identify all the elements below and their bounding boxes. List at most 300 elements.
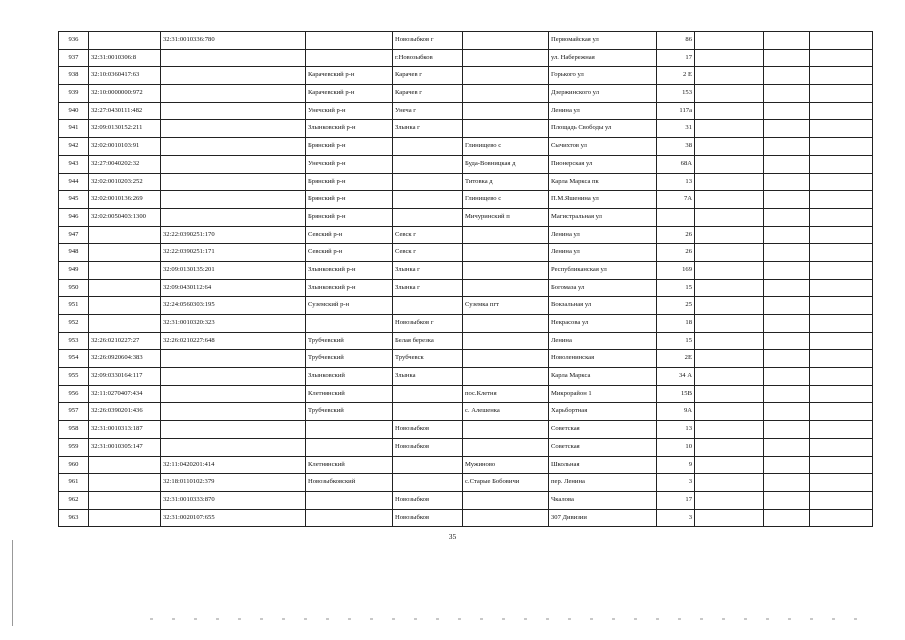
cell-cadastral-number-2 <box>161 403 306 421</box>
cell-cadastral-number-2 <box>161 155 306 173</box>
cell-extra-3 <box>810 261 873 279</box>
cell-district <box>306 438 393 456</box>
cell-extra-2 <box>764 350 810 368</box>
cell-cadastral-number-2: 32:24:0560303:195 <box>161 297 306 315</box>
cell-extra-2 <box>764 173 810 191</box>
cell-house-number: 2 Е <box>657 67 695 85</box>
cell-house-number: 117а <box>657 102 695 120</box>
cell-city <box>393 385 463 403</box>
cell-district: Севский р-н <box>306 226 393 244</box>
table-row <box>59 226 873 244</box>
cell-extra-3 <box>810 332 873 350</box>
cell-extra-2 <box>764 155 810 173</box>
cell-row-number: 949 <box>59 261 89 279</box>
cell-street: Ленина <box>549 332 657 350</box>
cell-extra-1 <box>695 474 764 492</box>
cell-extra-3 <box>810 421 873 439</box>
cell-extra-3 <box>810 102 873 120</box>
cell-city: Злынка г <box>393 120 463 138</box>
cell-settlement <box>463 350 549 368</box>
cell-district: Суземский р-н <box>306 297 393 315</box>
cell-cadastral-number: 32:27:0040202:32 <box>89 155 161 173</box>
cell-row-number: 936 <box>59 32 89 50</box>
table-row <box>59 244 873 262</box>
cell-street: Новоленинская <box>549 350 657 368</box>
cell-city: Карачев г <box>393 67 463 85</box>
table-row <box>59 279 873 297</box>
cell-extra-3 <box>810 67 873 85</box>
cell-city: Севск г <box>393 226 463 244</box>
cell-extra-2 <box>764 491 810 509</box>
cell-cadastral-number-2 <box>161 368 306 386</box>
cell-settlement <box>463 120 549 138</box>
cell-house-number: 15В <box>657 385 695 403</box>
table-row <box>59 474 873 492</box>
cell-cadastral-number <box>89 279 161 297</box>
cell-house-number: 17 <box>657 49 695 67</box>
cell-extra-2 <box>764 120 810 138</box>
cell-house-number: 38 <box>657 138 695 156</box>
property-register-table <box>58 31 873 527</box>
table-row <box>59 208 873 226</box>
cell-extra-1 <box>695 368 764 386</box>
cell-extra-1 <box>695 49 764 67</box>
cell-settlement: с.Старые Бобовичи <box>463 474 549 492</box>
cell-district: Брянский р-н <box>306 208 393 226</box>
cell-district <box>306 491 393 509</box>
table-row <box>59 173 873 191</box>
cell-cadastral-number-2: 32:09:0130135:201 <box>161 261 306 279</box>
cell-extra-1 <box>695 155 764 173</box>
cell-street: Пионерская ул <box>549 155 657 173</box>
cell-cadastral-number-2 <box>161 85 306 103</box>
cell-extra-3 <box>810 244 873 262</box>
cell-extra-3 <box>810 155 873 173</box>
cell-house-number <box>657 208 695 226</box>
cell-street: Советская <box>549 438 657 456</box>
cell-street: Магистральная ул <box>549 208 657 226</box>
cell-cadastral-number-2: 32:18:0110102:379 <box>161 474 306 492</box>
cell-extra-3 <box>810 509 873 527</box>
cell-cadastral-number-2 <box>161 120 306 138</box>
cell-row-number: 942 <box>59 138 89 156</box>
table-row <box>59 32 873 50</box>
cell-extra-3 <box>810 191 873 209</box>
table-row <box>59 509 873 527</box>
cell-cadastral-number: 32:31:0010305:147 <box>89 438 161 456</box>
cell-house-number: 26 <box>657 244 695 262</box>
cell-house-number: 31 <box>657 120 695 138</box>
cell-city <box>393 138 463 156</box>
cell-cadastral-number: 32:27:0430111:482 <box>89 102 161 120</box>
cell-extra-1 <box>695 279 764 297</box>
table-row <box>59 385 873 403</box>
cell-district: Трубчевский <box>306 403 393 421</box>
cell-street: пер. Ленина <box>549 474 657 492</box>
cell-settlement: Глинищево с <box>463 191 549 209</box>
cell-street: Первомайская ул <box>549 32 657 50</box>
cell-extra-2 <box>764 261 810 279</box>
cell-extra-3 <box>810 208 873 226</box>
cell-row-number: 959 <box>59 438 89 456</box>
cell-city: Белая березка <box>393 332 463 350</box>
cell-extra-1 <box>695 350 764 368</box>
cell-cadastral-number: 32:02:0010136:269 <box>89 191 161 209</box>
cell-house-number: 169 <box>657 261 695 279</box>
cell-row-number: 945 <box>59 191 89 209</box>
cell-extra-2 <box>764 438 810 456</box>
cell-house-number: 13 <box>657 173 695 191</box>
table-row <box>59 491 873 509</box>
cell-district: Севский р-н <box>306 244 393 262</box>
cell-row-number: 941 <box>59 120 89 138</box>
cell-cadastral-number-2: 32:31:0010320:323 <box>161 315 306 333</box>
cell-city: Карачев г <box>393 85 463 103</box>
cell-house-number: 9 <box>657 456 695 474</box>
cell-cadastral-number: 32:26:0390201:436 <box>89 403 161 421</box>
cell-city: Новозыбков <box>393 438 463 456</box>
table-row <box>59 49 873 67</box>
cell-extra-1 <box>695 385 764 403</box>
cell-row-number: 948 <box>59 244 89 262</box>
cell-settlement <box>463 67 549 85</box>
cell-district: Злынковский <box>306 368 393 386</box>
cell-extra-2 <box>764 85 810 103</box>
table-row <box>59 155 873 173</box>
cell-cadastral-number: 32:09:0130152:211 <box>89 120 161 138</box>
cell-row-number: 955 <box>59 368 89 386</box>
cell-house-number: 153 <box>657 85 695 103</box>
cell-city <box>393 208 463 226</box>
cell-row-number: 944 <box>59 173 89 191</box>
table-row <box>59 350 873 368</box>
cell-cadastral-number-2 <box>161 138 306 156</box>
cell-street: Карла Маркса <box>549 368 657 386</box>
cell-extra-2 <box>764 208 810 226</box>
cell-extra-3 <box>810 297 873 315</box>
cell-cadastral-number-2: 32:31:0010333:870 <box>161 491 306 509</box>
cell-row-number: 956 <box>59 385 89 403</box>
table-row <box>59 438 873 456</box>
cell-settlement <box>463 85 549 103</box>
scan-noise <box>150 618 870 620</box>
cell-street: Площадь Свободы ул <box>549 120 657 138</box>
cell-street: Горького ул <box>549 67 657 85</box>
cell-cadastral-number: 32:10:0000000:972 <box>89 85 161 103</box>
table-row <box>59 297 873 315</box>
cell-extra-1 <box>695 261 764 279</box>
cell-cadastral-number: 32:02:0010203:252 <box>89 173 161 191</box>
cell-city: Злынка г <box>393 279 463 297</box>
cell-house-number: 26 <box>657 226 695 244</box>
cell-extra-1 <box>695 173 764 191</box>
cell-cadastral-number: 32:26:0210227:27 <box>89 332 161 350</box>
cell-extra-2 <box>764 49 810 67</box>
cell-district: Злынковский р-н <box>306 279 393 297</box>
cell-district: Брянский р-н <box>306 191 393 209</box>
cell-street: Республиканская ул <box>549 261 657 279</box>
cell-extra-1 <box>695 226 764 244</box>
cell-settlement: Титовка д <box>463 173 549 191</box>
cell-district: Клетнянский <box>306 385 393 403</box>
table-row <box>59 332 873 350</box>
cell-extra-3 <box>810 368 873 386</box>
cell-house-number: 3 <box>657 474 695 492</box>
cell-row-number: 937 <box>59 49 89 67</box>
cell-row-number: 954 <box>59 350 89 368</box>
cell-street: Школьная <box>549 456 657 474</box>
cell-extra-2 <box>764 102 810 120</box>
cell-house-number: 2Е <box>657 350 695 368</box>
cell-cadastral-number-2 <box>161 438 306 456</box>
cell-settlement <box>463 421 549 439</box>
cell-row-number: 958 <box>59 421 89 439</box>
cell-cadastral-number <box>89 244 161 262</box>
cell-cadastral-number-2: 32:22:0390251:170 <box>161 226 306 244</box>
cell-cadastral-number <box>89 297 161 315</box>
cell-extra-1 <box>695 120 764 138</box>
cell-city <box>393 173 463 191</box>
cell-extra-1 <box>695 67 764 85</box>
cell-extra-1 <box>695 456 764 474</box>
cell-cadastral-number <box>89 261 161 279</box>
cell-street: Ленина ул <box>549 102 657 120</box>
cell-street: 307 Дивизии <box>549 509 657 527</box>
cell-cadastral-number-2 <box>161 208 306 226</box>
table-row <box>59 261 873 279</box>
cell-row-number: 953 <box>59 332 89 350</box>
cell-settlement <box>463 49 549 67</box>
cell-extra-2 <box>764 403 810 421</box>
cell-district: Унечский р-н <box>306 155 393 173</box>
cell-street: Советская <box>549 421 657 439</box>
table-body <box>59 32 873 527</box>
cell-extra-2 <box>764 279 810 297</box>
cell-row-number: 952 <box>59 315 89 333</box>
cell-district <box>306 509 393 527</box>
cell-extra-3 <box>810 385 873 403</box>
cell-city: Злынка <box>393 368 463 386</box>
cell-row-number: 946 <box>59 208 89 226</box>
cell-city <box>393 474 463 492</box>
cell-city: Севск г <box>393 244 463 262</box>
cell-cadastral-number-2 <box>161 49 306 67</box>
cell-city: Новозыбков <box>393 491 463 509</box>
cell-city <box>393 155 463 173</box>
cell-row-number: 950 <box>59 279 89 297</box>
cell-cadastral-number <box>89 456 161 474</box>
cell-district <box>306 49 393 67</box>
cell-settlement <box>463 279 549 297</box>
cell-district: Брянский р-н <box>306 173 393 191</box>
cell-cadastral-number: 32:02:0050403:1300 <box>89 208 161 226</box>
cell-cadastral-number <box>89 509 161 527</box>
cell-district <box>306 421 393 439</box>
cell-cadastral-number-2: 32:31:0010336:780 <box>161 32 306 50</box>
cell-extra-1 <box>695 85 764 103</box>
cell-extra-1 <box>695 315 764 333</box>
cell-district: Брянский р-н <box>306 138 393 156</box>
cell-district <box>306 32 393 50</box>
cell-cadastral-number-2: 32:11:0420201:414 <box>161 456 306 474</box>
cell-street: Карла Маркса пк <box>549 173 657 191</box>
cell-settlement <box>463 491 549 509</box>
cell-street: Некрасова ул <box>549 315 657 333</box>
cell-extra-1 <box>695 191 764 209</box>
cell-city: Новозыбков г <box>393 315 463 333</box>
cell-house-number: 17 <box>657 491 695 509</box>
cell-extra-2 <box>764 474 810 492</box>
cell-cadastral-number-2 <box>161 173 306 191</box>
cell-extra-1 <box>695 32 764 50</box>
cell-row-number: 960 <box>59 456 89 474</box>
cell-extra-3 <box>810 85 873 103</box>
cell-extra-2 <box>764 315 810 333</box>
table-row <box>59 456 873 474</box>
cell-row-number: 951 <box>59 297 89 315</box>
cell-city: г.Новозыбков <box>393 49 463 67</box>
cell-settlement <box>463 509 549 527</box>
table-row <box>59 421 873 439</box>
cell-extra-2 <box>764 332 810 350</box>
cell-house-number: 86 <box>657 32 695 50</box>
cell-cadastral-number: 32:31:0010306:8 <box>89 49 161 67</box>
cell-extra-3 <box>810 315 873 333</box>
cell-street: Сычихтов ул <box>549 138 657 156</box>
cell-extra-1 <box>695 102 764 120</box>
cell-row-number: 961 <box>59 474 89 492</box>
cell-extra-2 <box>764 191 810 209</box>
cell-house-number: 13 <box>657 421 695 439</box>
cell-cadastral-number <box>89 491 161 509</box>
cell-house-number: 25 <box>657 297 695 315</box>
cell-cadastral-number <box>89 474 161 492</box>
table-row <box>59 138 873 156</box>
cell-extra-3 <box>810 474 873 492</box>
cell-district: Злынковский р-н <box>306 261 393 279</box>
cell-street: ул. Набережная <box>549 49 657 67</box>
cell-city: Новозыбков г <box>393 32 463 50</box>
cell-settlement: с. Алешенка <box>463 403 549 421</box>
cell-extra-2 <box>764 67 810 85</box>
cell-settlement: Мужиново <box>463 456 549 474</box>
cell-street: Харьбортная <box>549 403 657 421</box>
cell-cadastral-number-2 <box>161 67 306 85</box>
cell-cadastral-number-2: 32:09:0430112:64 <box>161 279 306 297</box>
cell-city: Новозыбков <box>393 421 463 439</box>
cell-extra-2 <box>764 456 810 474</box>
cell-cadastral-number-2: 32:22:0390251:171 <box>161 244 306 262</box>
cell-extra-3 <box>810 138 873 156</box>
cell-row-number: 939 <box>59 85 89 103</box>
cell-extra-3 <box>810 226 873 244</box>
cell-extra-2 <box>764 138 810 156</box>
cell-city: Новозыбков <box>393 509 463 527</box>
cell-house-number: 18 <box>657 315 695 333</box>
cell-cadastral-number: 32:11:0270407:434 <box>89 385 161 403</box>
cell-district: Карачевский р-н <box>306 85 393 103</box>
cell-street: Вокзальная ул <box>549 297 657 315</box>
cell-street: Дзержинского ул <box>549 85 657 103</box>
cell-extra-1 <box>695 509 764 527</box>
cell-row-number: 938 <box>59 67 89 85</box>
cell-cadastral-number-2 <box>161 350 306 368</box>
table-row <box>59 120 873 138</box>
cell-cadastral-number <box>89 32 161 50</box>
cell-cadastral-number-2: 32:31:0020107:655 <box>161 509 306 527</box>
cell-extra-2 <box>764 385 810 403</box>
cell-house-number: 68А <box>657 155 695 173</box>
cell-extra-1 <box>695 491 764 509</box>
cell-extra-2 <box>764 244 810 262</box>
cell-settlement <box>463 226 549 244</box>
cell-extra-2 <box>764 226 810 244</box>
cell-cadastral-number-2 <box>161 102 306 120</box>
cell-extra-1 <box>695 438 764 456</box>
table-row <box>59 102 873 120</box>
cell-extra-3 <box>810 279 873 297</box>
cell-house-number: 3 <box>657 509 695 527</box>
cell-extra-2 <box>764 32 810 50</box>
cell-extra-1 <box>695 138 764 156</box>
cell-extra-3 <box>810 49 873 67</box>
cell-city <box>393 191 463 209</box>
cell-extra-1 <box>695 244 764 262</box>
table-row <box>59 368 873 386</box>
cell-district <box>306 315 393 333</box>
cell-street: П.М.Яшенина ул <box>549 191 657 209</box>
cell-street: Богомаза ул <box>549 279 657 297</box>
cell-row-number: 940 <box>59 102 89 120</box>
cell-extra-3 <box>810 438 873 456</box>
cell-extra-3 <box>810 350 873 368</box>
cell-settlement <box>463 244 549 262</box>
cell-cadastral-number <box>89 315 161 333</box>
cell-extra-3 <box>810 491 873 509</box>
table-row <box>59 191 873 209</box>
cell-extra-2 <box>764 368 810 386</box>
cell-row-number: 963 <box>59 509 89 527</box>
cell-city: Трубчевск <box>393 350 463 368</box>
cell-settlement <box>463 368 549 386</box>
cell-house-number: 34 А <box>657 368 695 386</box>
cell-extra-3 <box>810 403 873 421</box>
cell-cadastral-number-2: 32:26:0210227:648 <box>161 332 306 350</box>
cell-extra-3 <box>810 120 873 138</box>
cell-extra-2 <box>764 297 810 315</box>
cell-district: Клетнянский <box>306 456 393 474</box>
cell-row-number: 962 <box>59 491 89 509</box>
cell-cadastral-number <box>89 226 161 244</box>
cell-street: Ленина ул <box>549 244 657 262</box>
cell-street: Микрорайон 1 <box>549 385 657 403</box>
cell-settlement: Мичуринский п <box>463 208 549 226</box>
cell-district: Новозыбковский <box>306 474 393 492</box>
cell-extra-3 <box>810 456 873 474</box>
cell-settlement: Глинищево с <box>463 138 549 156</box>
cell-settlement <box>463 332 549 350</box>
cell-district: Злынковский р-н <box>306 120 393 138</box>
cell-settlement <box>463 315 549 333</box>
scan-edge-line <box>12 540 13 626</box>
cell-row-number: 957 <box>59 403 89 421</box>
cell-house-number: 10 <box>657 438 695 456</box>
cell-cadastral-number: 32:31:0010313:187 <box>89 421 161 439</box>
cell-house-number: 15 <box>657 332 695 350</box>
cell-house-number: 15 <box>657 279 695 297</box>
cell-settlement <box>463 32 549 50</box>
cell-cadastral-number: 32:02:0010103:91 <box>89 138 161 156</box>
